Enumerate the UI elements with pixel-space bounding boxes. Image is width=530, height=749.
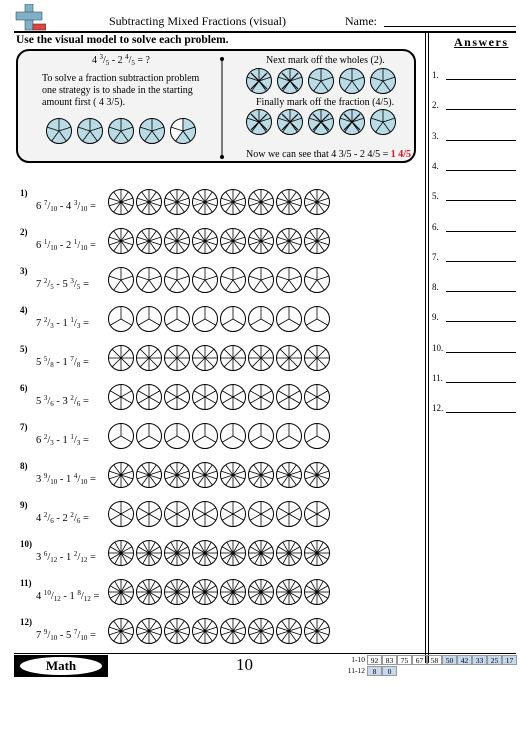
- fraction-circle: [109, 385, 134, 410]
- answer-field[interactable]: [446, 352, 516, 353]
- fraction-circle: [165, 190, 190, 215]
- score-cell: 75: [397, 655, 412, 665]
- answer-label: 6.: [432, 221, 439, 232]
- answer-label: 1.: [432, 70, 439, 80]
- score-cell: 92: [367, 655, 382, 665]
- answer-field[interactable]: [446, 261, 516, 262]
- fraction-circle: [249, 307, 274, 332]
- answer-field[interactable]: [446, 321, 516, 322]
- problem-number: 3): [20, 266, 28, 276]
- name-label: Name:: [345, 14, 377, 28]
- answer-label: 7.: [432, 251, 439, 262]
- fraction-circle: [165, 385, 190, 410]
- problem-expression: 7 $^2/_3 - 1$ $^1/_3$ =: [36, 316, 89, 330]
- problem-expression: 6 $^2/_3 - 1$ $^1/_3$ =: [36, 433, 89, 447]
- fraction-circle: [109, 190, 134, 215]
- fraction-circle: [221, 385, 246, 410]
- score-cell: 83: [382, 655, 397, 665]
- answer-label: 12.: [432, 403, 444, 414]
- fraction-circle: [249, 619, 274, 644]
- fraction-circle: [193, 541, 218, 566]
- answer-field[interactable]: [446, 109, 516, 110]
- fraction-circle: [165, 424, 190, 449]
- fraction-circle: [221, 619, 246, 644]
- fraction-circle: [137, 190, 162, 215]
- fraction-circle: [221, 190, 246, 215]
- fraction-circle: [305, 190, 330, 215]
- fraction-circle: [305, 580, 330, 605]
- fraction-circle: [165, 541, 190, 566]
- explanation-line: amount first ( 4 3/5).: [42, 97, 126, 108]
- problem-expression: 3 $^9/_{10} - 1$ $^4/_{10}$ =: [36, 472, 96, 486]
- problem-number: 9): [20, 500, 28, 510]
- problem-number: 6): [20, 383, 28, 393]
- problem-expression: 3 $^6/_{12} - 1$ $^2/_{12}$ =: [36, 550, 96, 564]
- answer-field[interactable]: [446, 231, 516, 232]
- footer-rule: [14, 653, 516, 654]
- score-cell: 25: [487, 655, 502, 665]
- problem-number: 12): [20, 617, 32, 627]
- answer-field[interactable]: [446, 170, 516, 171]
- fraction-circle: [193, 502, 218, 527]
- explanation-line: one strategy is to shade in the starting: [42, 85, 193, 96]
- fraction-circle: [249, 424, 274, 449]
- fraction-circle: [277, 346, 302, 371]
- fraction-circle: [221, 346, 246, 371]
- example-result: 1 4/5: [390, 149, 412, 160]
- fraction-circle: [109, 502, 134, 527]
- score-cell: 58: [427, 655, 442, 665]
- fraction-circle: [193, 307, 218, 332]
- problem-number: 5): [20, 344, 28, 354]
- problem-expression: 4 $^{10}/_{12} - 1$ $^8/_{12}$ =: [36, 589, 100, 603]
- fraction-circle: [277, 580, 302, 605]
- fraction-circle: [249, 385, 274, 410]
- brand-label: Math: [20, 657, 102, 675]
- fraction-circle: [249, 463, 274, 488]
- fraction-circle: [277, 502, 302, 527]
- fraction-circle: [277, 619, 302, 644]
- fraction-circle: [193, 190, 218, 215]
- answer-field[interactable]: [446, 412, 516, 413]
- fraction-circle: [137, 307, 162, 332]
- fraction-circle: [249, 268, 274, 293]
- fraction-circle: [137, 463, 162, 488]
- fraction-circle: [305, 619, 330, 644]
- fraction-circle: [165, 580, 190, 605]
- fraction-circle: [221, 229, 246, 254]
- problem-expression: 6 $^1/_{10} - 2$ $^1/_{10}$ =: [36, 238, 96, 252]
- answer-label: 4.: [432, 160, 439, 171]
- problem-number: 8): [20, 461, 28, 471]
- fraction-circle: [109, 229, 134, 254]
- fraction-circle: [249, 229, 274, 254]
- fraction-circle: [277, 190, 302, 215]
- fraction-circle: [277, 229, 302, 254]
- answer-label: 10.: [432, 342, 444, 353]
- answer-label: 3.: [432, 130, 439, 141]
- fraction-circle: [249, 580, 274, 605]
- fraction-circle: [305, 385, 330, 410]
- fraction-circle: [193, 580, 218, 605]
- fraction-circle: [165, 619, 190, 644]
- fraction-circle: [109, 424, 134, 449]
- fraction-circle: [193, 385, 218, 410]
- fraction-circle: [277, 307, 302, 332]
- fraction-circle: [249, 541, 274, 566]
- fraction-circle: [305, 268, 330, 293]
- problem-number: 2): [20, 227, 28, 237]
- fraction-circle: [193, 463, 218, 488]
- answer-label: 9.: [432, 312, 439, 323]
- fraction-circle: [277, 541, 302, 566]
- fraction-circle: [305, 502, 330, 527]
- score-row-label: 1-10: [351, 655, 365, 664]
- fraction-circle: [277, 268, 302, 293]
- fraction-circle: [109, 541, 134, 566]
- answer-field[interactable]: [446, 79, 516, 80]
- score-cell: 17: [502, 655, 517, 665]
- answer-field[interactable]: [446, 140, 516, 141]
- fraction-circle: [193, 268, 218, 293]
- problem-expression: 5 $^5/_8 - 1$ $^7/_8$ =: [36, 355, 89, 369]
- fraction-circle: [165, 268, 190, 293]
- answer-label: 2.: [432, 100, 439, 111]
- fraction-circle: [165, 502, 190, 527]
- fraction-circle: [137, 424, 162, 449]
- fraction-circle: [277, 463, 302, 488]
- fraction-circle: [137, 268, 162, 293]
- answer-field[interactable]: [446, 291, 516, 292]
- fraction-circle: [193, 619, 218, 644]
- fraction-circle: [249, 502, 274, 527]
- answer-field[interactable]: [446, 382, 516, 383]
- problem-expression: 7 $^2/_5 - 5$ $^3/_5$ =: [36, 277, 89, 291]
- page-number: 10: [236, 655, 253, 674]
- fraction-circle: [109, 619, 134, 644]
- fraction-circle: [221, 463, 246, 488]
- fraction-circle: [221, 580, 246, 605]
- explanation-line: To solve a fraction subtraction problem: [42, 73, 200, 84]
- fraction-circle: [221, 268, 246, 293]
- fraction-circle: [109, 580, 134, 605]
- score-cell: 42: [457, 655, 472, 665]
- fraction-circle: [137, 580, 162, 605]
- score-cell: 67: [412, 655, 427, 665]
- fraction-circle: [165, 307, 190, 332]
- answer-label: 5.: [432, 191, 439, 202]
- fraction-circle: [165, 229, 190, 254]
- score-cell: 0: [382, 666, 397, 676]
- fraction-circle: [305, 541, 330, 566]
- fraction-circle: [193, 424, 218, 449]
- answers-heading: Answers: [454, 35, 509, 49]
- fraction-circle: [305, 424, 330, 449]
- problem-expression: 7 $^9/_{10} - 5$ $^7/_{10}$ =: [36, 628, 96, 642]
- answer-label: 11.: [432, 373, 443, 383]
- fraction-circle: [137, 229, 162, 254]
- fraction-circle: [137, 385, 162, 410]
- fraction-circle: [109, 346, 134, 371]
- fraction-circle: [165, 463, 190, 488]
- problem-expression: 5 $^3/_6 - 3$ $^2/_6$ =: [36, 394, 89, 408]
- example-conclusion: Now we can see that 4 3/5 - 2 4/5 = 1 4/5: [246, 149, 412, 160]
- score-row-label: 11-12: [347, 666, 365, 675]
- score-cell: 8: [367, 666, 382, 676]
- fraction-circle: [305, 307, 330, 332]
- fraction-circle: [137, 502, 162, 527]
- example-problem: 4 $^3/_5 - 2$ $^4/_5$ = ?: [92, 53, 150, 67]
- fraction-circle: [221, 502, 246, 527]
- score-cell: 33: [472, 655, 487, 665]
- fraction-circle: [137, 619, 162, 644]
- fraction-circle: [277, 424, 302, 449]
- fraction-circle: [193, 229, 218, 254]
- fraction-circle: [109, 307, 134, 332]
- score-cell: 50: [442, 655, 457, 665]
- fraction-circle: [137, 541, 162, 566]
- fraction-circle: [305, 346, 330, 371]
- fraction-circle: [221, 541, 246, 566]
- fraction-circle: [221, 424, 246, 449]
- fraction-circle: [165, 346, 190, 371]
- fraction-circle: [109, 463, 134, 488]
- fraction-circle: [109, 268, 134, 293]
- fraction-circle: [305, 463, 330, 488]
- problem-number: 1): [20, 188, 28, 198]
- problem-number: 10): [20, 539, 32, 549]
- problem-number: 4): [20, 305, 28, 315]
- example-step-wholes: Next mark off the wholes (2).: [266, 55, 385, 66]
- fraction-circle: [277, 385, 302, 410]
- worksheet-title: Subtracting Mixed Fractions (visual): [109, 14, 286, 28]
- problem-number: 11): [20, 578, 32, 588]
- fraction-circle: [249, 190, 274, 215]
- instructions: Use the visual model to solve each problem.: [16, 34, 229, 46]
- example-step-fraction: Finally mark off the fraction (4/5).: [256, 97, 395, 108]
- fraction-circle: [221, 307, 246, 332]
- problem-expression: 4 $^2/_6 - 2$ $^2/_6$ =: [36, 511, 89, 525]
- fraction-circle: [137, 346, 162, 371]
- fraction-circle: [193, 346, 218, 371]
- problem-number: 7): [20, 422, 28, 432]
- fraction-circle: [305, 229, 330, 254]
- fraction-circle: [249, 346, 274, 371]
- answer-label: 8.: [432, 282, 439, 293]
- problem-expression: 6 $^7/_{10} - 4$ $^3/_{10}$ =: [36, 199, 96, 213]
- answer-field[interactable]: [446, 200, 516, 201]
